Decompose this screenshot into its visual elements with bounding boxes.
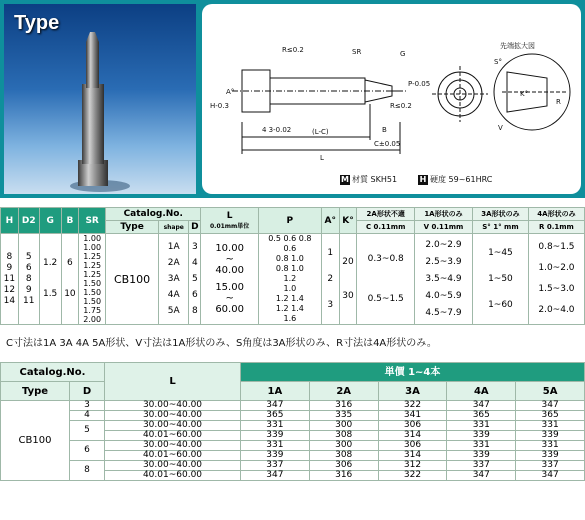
price-cell: 300 [309,421,378,431]
price-cell: 347 [241,471,310,481]
hardness-spec [418,174,492,185]
price-cell: 322 [378,471,447,481]
p-value: 1.2 1.4 [275,304,304,313]
sr-value: 2.00 [83,315,102,324]
l-values [201,234,258,325]
sr-value: 1.75 [83,306,102,315]
price-l-value: 40.01~60.00 [105,451,241,461]
p-value: 1.2 1.4 [275,294,304,303]
d2-value: 8 [25,273,32,284]
dim-c: C±0.05 [374,140,401,148]
d2-values [18,234,39,325]
col-v-unit: 0.11mm [431,223,464,231]
d2-value: 9 [25,284,32,295]
d-value: 6 [192,290,198,300]
shape-value: 5A [167,306,180,316]
d2-value: 11 [23,295,35,306]
price-cell: 306 [378,421,447,431]
price-cell: 316 [309,401,378,411]
price-l-value: 30.00~40.00 [105,411,241,421]
h-value: 8 [6,251,13,262]
dim-r-small: R≤0.2 [282,46,304,54]
dim-h: H-0.3 [210,102,229,110]
dim-l: L [320,154,324,162]
price-cell: 314 [378,431,447,441]
d-value: 4 [192,258,198,268]
g-value: 1.5 [42,289,58,299]
r-value: 1.5~3.0 [538,284,575,294]
col-c-unit: 0.11mm [373,223,406,231]
col-r-label: R [539,223,545,231]
d-values [189,234,201,325]
top-panel [0,0,585,198]
price-cell: 341 [378,411,447,421]
g-values [39,234,61,325]
col-l-unit: 0.01mm単位 [209,223,250,230]
price-cell: 331 [241,441,310,451]
col-k: K° [339,208,357,234]
hardness-label: 硬度 [430,175,446,184]
h-value: 12 [3,284,16,295]
drawing-svg [202,4,581,194]
price-l-value: 30.00~40.00 [105,401,241,411]
p-value: 0.8 1.0 [275,254,304,263]
price-cell: 365 [241,411,310,421]
p-value: 0.6 [283,244,297,253]
b-values [61,234,79,325]
k-values [339,234,357,325]
col-shape: shape [159,221,189,234]
dim-s-deg: S° [494,58,502,66]
col-v-top: 1A形状のみ [414,208,472,221]
price-cell: 331 [447,421,516,431]
material-label: 材質 [352,175,368,184]
d-value: 3 [192,242,198,252]
h-values [1,234,19,325]
s-value: 1~60 [488,300,513,310]
l-value: ~ [225,293,234,304]
material-icon: M [341,174,349,184]
col-l-label: L [226,211,233,221]
l-value: 15.00 [215,282,244,293]
p-value: 0.8 1.0 [275,264,304,273]
price-cell: 347 [516,401,585,411]
price-shape-5a: 5A [516,382,585,401]
price-cell: 365 [516,411,585,421]
v-value: 2.5~3.9 [425,256,462,267]
detail-label: 先端拡大図 [500,42,535,50]
col-r [528,221,584,234]
dim-l-minus-c: (L-C) [312,128,329,136]
price-cell: 339 [516,431,585,441]
dim-b-tol: 4 3-0.02 [262,126,292,134]
col-c [357,221,415,234]
col-r-top: 4A形状のみ [528,208,584,221]
price-table [0,362,585,481]
sr-value: 1.00 [83,243,102,252]
v-value: 2.0~2.9 [425,239,462,250]
col-a: A° [321,208,339,234]
col-h: H [1,208,19,234]
l-value: 40.00 [215,265,244,276]
price-cell: 347 [447,401,516,411]
photo-title: Type [14,12,60,34]
price-cell: 306 [378,441,447,451]
s-values [472,234,528,325]
dim-b: B [382,126,387,134]
col-catalog: Catalog.No. [106,208,201,221]
price-d-value: 3 [70,401,105,411]
dim-a-deg: A° [226,88,235,96]
k-value: 30 [342,291,354,301]
material-spec [340,174,397,185]
c-value: 0.5~1.5 [367,294,404,304]
price-cell: 337 [447,461,516,471]
col-c-top: 2A形状不適 [357,208,415,221]
price-cell: 337 [516,461,585,471]
shape-value: 4A [167,290,180,300]
col-p: P [258,208,321,234]
v-values [414,234,472,325]
col-s-label: S° [482,223,491,231]
sr-value: 1.25 [83,252,102,261]
s-value: 1~45 [488,248,513,258]
col-d2: D2 [18,208,39,234]
col-l [201,208,258,234]
dim-p: P-0.05 [408,80,431,88]
price-cell: 312 [378,461,447,471]
dim-sr: SR [352,48,362,56]
price-d-value: 6 [70,441,105,461]
r-value: 0.8~1.5 [538,242,575,252]
price-cell: 339 [241,431,310,441]
shape-value: 2A [167,258,180,268]
r-value: 2.0~4.0 [538,305,575,315]
col-v-label: V [423,223,430,231]
col-r-unit: 0.1mm [546,223,574,231]
price-cell: 331 [516,421,585,431]
product-photo [4,4,196,194]
a-values [321,234,339,325]
h-value: 11 [3,273,16,284]
price-cell: 339 [447,451,516,461]
col-v [414,221,472,234]
d-value: 8 [192,306,198,316]
col-d: D [189,221,201,234]
v-value: 4.5~7.9 [425,307,462,318]
col-s [472,221,528,234]
l-value: 60.00 [215,304,244,315]
col-sr: SR [79,208,106,234]
col-c-label: C [365,223,372,231]
material-value: SKH51 [370,175,398,184]
price-shape-3a: 3A [378,382,447,401]
price-cell: 308 [309,451,378,461]
price-cell: 331 [447,441,516,451]
sr-values [79,234,106,325]
price-cell: 339 [241,451,310,461]
price-d-value: 5 [70,421,105,441]
sr-value: 1.00 [83,234,102,243]
price-l-header: L [105,363,241,401]
price-cell: 339 [516,451,585,461]
b-value: 10 [64,289,76,299]
price-cell: 337 [241,461,310,471]
price-l-value: 30.00~40.00 [105,461,241,471]
r-values [528,234,584,325]
price-type-header: Type [1,382,70,401]
c-value: 0.3~0.8 [367,254,404,264]
h-value: 9 [6,262,13,273]
dim-r-tip: R≤0.2 [390,102,412,110]
price-unit-header: 単價 1~4本 [241,363,585,382]
price-cell: 339 [447,431,516,441]
price-cell: 322 [378,401,447,411]
p-value: 1.6 [283,314,297,323]
price-cell: 300 [309,441,378,451]
price-cell: 314 [378,451,447,461]
sr-value: 1.25 [83,270,102,279]
price-cell: 347 [516,471,585,481]
price-cell: 347 [241,401,310,411]
col-b: B [61,208,79,234]
h-value: 14 [3,295,16,306]
price-cell: 306 [309,461,378,471]
s-value: 1~50 [488,274,513,284]
shape-value: 1A [167,242,180,252]
a-value: 3 [327,300,334,310]
dim-v: V [498,124,503,132]
price-cell: 308 [309,431,378,441]
v-value: 3.5~4.9 [425,273,462,284]
price-shape-4a: 4A [447,382,516,401]
shape-values [159,234,189,325]
col-s-top: 3A形状のみ [472,208,528,221]
price-shape-1a: 1A [241,382,310,401]
p-value: 1.2 [283,274,297,283]
g-value: 1.2 [42,258,58,268]
k-value: 20 [342,257,354,267]
price-d-value: 8 [70,461,105,481]
price-catalog-header: Catalog.No. [1,363,105,382]
col-type: Type [106,221,159,234]
l-value: ~ [225,254,234,265]
d2-value: 5 [25,251,32,262]
a-value: 1 [327,248,334,258]
sr-value: 1.25 [83,261,102,270]
price-cell: 335 [309,411,378,421]
price-l-value: 40.01~60.00 [105,431,241,441]
dim-g: G [400,50,406,58]
price-cell: 347 [447,471,516,481]
price-d-header: D [70,382,105,401]
p-value: 1.0 [283,284,297,293]
price-cell: 316 [309,471,378,481]
dim-r: R [556,98,561,106]
a-value: 2 [327,274,334,284]
price-cell: 331 [516,441,585,451]
price-d-value: 4 [70,411,105,421]
price-l-value: 30.00~40.00 [105,421,241,431]
spec-table [0,207,585,325]
b-value: 6 [67,258,73,268]
col-s-unit: 1° mm [493,223,519,231]
price-l-value: 30.00~40.00 [105,441,241,451]
price-type-value: CB100 [1,401,70,481]
d-value: 5 [192,274,198,284]
shape-value: 3A [167,274,180,284]
dim-k-deg: K° [520,90,529,98]
price-cell: 331 [241,421,310,431]
c-values [357,234,415,325]
p-value: 0.5 0.6 0.8 [268,234,312,243]
dimension-note: C寸法は1A 3A 4A 5A形状、V寸法は1A形状のみ、S角度は3A形状のみ、R寸法は4A形状のみ。 [6,338,437,349]
price-shape-2a: 2A [309,382,378,401]
sr-value: 1.50 [83,297,102,306]
price-cell: 365 [447,411,516,421]
col-g: G [39,208,61,234]
sr-value: 1.50 [83,288,102,297]
r-value: 1.0~2.0 [538,263,575,273]
hardness-icon: H [419,174,427,184]
type-value: CB100 [106,234,159,325]
hardness-value: 59~61HRC [448,175,493,184]
price-l-value: 40.01~60.00 [105,471,241,481]
p-values [258,234,321,325]
d2-value: 6 [25,262,32,273]
sr-value: 1.50 [83,279,102,288]
technical-drawing [202,4,581,194]
v-value: 4.0~5.9 [425,290,462,301]
l-value: 10.00 [215,243,244,254]
